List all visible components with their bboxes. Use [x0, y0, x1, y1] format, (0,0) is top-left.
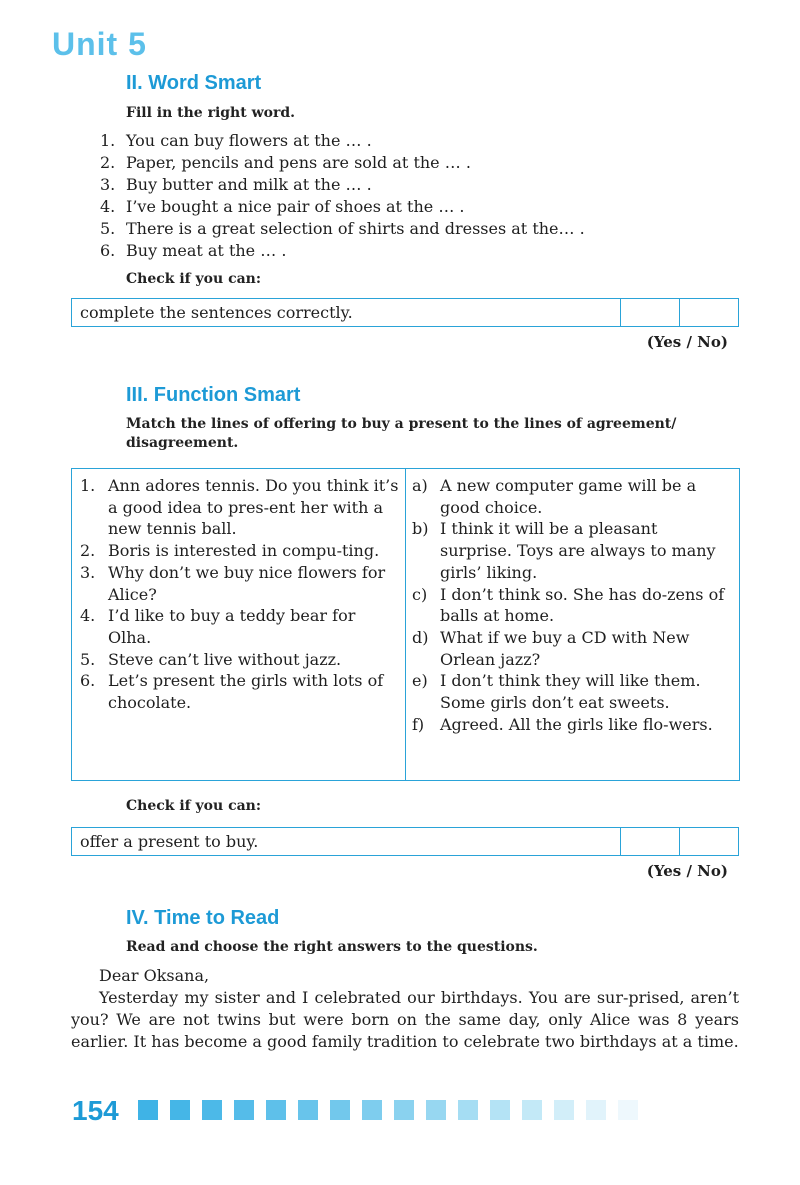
- time-to-read-instruction: Read and choose the right answers to the questions.: [126, 939, 538, 955]
- list-item: b) I think it will be a pleasant surprise. Toys are always to many girls’ liking.: [412, 519, 716, 582]
- square-icon: [458, 1100, 478, 1120]
- square-icon: [618, 1100, 638, 1120]
- list-item: 4. I’d like to buy a teddy bear for Olha.: [80, 606, 356, 647]
- yes-no-label: (Yes / No): [646, 333, 728, 351]
- square-icon: [554, 1100, 574, 1120]
- letter-text: [71, 965, 739, 1053]
- check-box[interactable]: [621, 828, 679, 855]
- square-icon: [202, 1100, 222, 1120]
- check-box[interactable]: [679, 828, 738, 855]
- check-box[interactable]: [679, 299, 738, 326]
- square-icon: [298, 1100, 318, 1120]
- square-icon: [586, 1100, 606, 1120]
- square-icon: [234, 1100, 254, 1120]
- list-item: 3. Why don’t we buy nice flowers for Alice?: [80, 562, 386, 604]
- square-icon: [138, 1100, 158, 1120]
- check-box[interactable]: [621, 299, 679, 326]
- square-icon: [362, 1100, 382, 1120]
- word-smart-instruction: Fill in the right word.: [126, 105, 295, 121]
- letter-greeting: Dear Oksana,: [99, 966, 210, 985]
- function-smart-title: III. Function Smart: [126, 384, 301, 406]
- list-item: 5. Steve can’t live without jazz.: [80, 649, 342, 669]
- decorative-squares: [138, 1100, 638, 1120]
- list-item: 6. Let’s present the girls with lots of chocolate.: [80, 671, 384, 713]
- matching-table: [71, 468, 740, 781]
- yes-no-label: (Yes / No): [646, 862, 728, 880]
- list-item: a) A new computer game will be a good choice.: [412, 476, 697, 517]
- check-label: Check if you can:: [126, 798, 262, 814]
- self-check-text: offer a present to buy.: [72, 828, 621, 855]
- square-icon: [330, 1100, 350, 1120]
- list-item: d) What if we buy a CD with New Orlean jazz?: [412, 627, 690, 669]
- responses-column: [406, 469, 739, 780]
- self-check-text: complete the sentences correctly.: [72, 299, 621, 326]
- list-item: e) I don’t think they will like them. Some girls don’t eat sweets.: [412, 671, 701, 713]
- letter-paragraph: Yesterday my sister and I celebrated our birthdays. You are sur-prised, aren’t you? We are not twins but were born on the same day, only Alice was 8 years earlier. It has become a good family tradition to celebrate two birthdays at a time.: [71, 988, 739, 1051]
- square-icon: [490, 1100, 510, 1120]
- square-icon: [522, 1100, 542, 1120]
- self-check-table: [71, 298, 739, 327]
- check-label: Check if you can:: [126, 271, 262, 287]
- square-icon: [266, 1100, 286, 1120]
- function-smart-instruction: Match the lines of offering to buy a present to the lines of agreement/ disagreement.: [126, 416, 677, 451]
- time-to-read-title: IV. Time to Read: [126, 907, 280, 929]
- list-item: 3. Buy butter and milk at the … .: [100, 175, 372, 194]
- list-item: f) Agreed. All the girls like flo-wers.: [412, 714, 713, 734]
- list-item: 5. There is a great selection of shirts and dresses at the… .: [100, 219, 585, 238]
- list-item: 2. Boris is interested in compu-ting.: [80, 541, 380, 561]
- unit-title: Unit 5: [52, 26, 147, 62]
- page-number: 154: [72, 1095, 119, 1126]
- word-smart-title: II. Word Smart: [126, 72, 262, 94]
- square-icon: [170, 1100, 190, 1120]
- self-check-table: [71, 827, 739, 856]
- square-icon: [394, 1100, 414, 1120]
- list-item: 1. Ann adores tennis. Do you think it’s a good idea to pres-ent her with a new tennis ball.: [80, 476, 399, 539]
- square-icon: [426, 1100, 446, 1120]
- list-item: 2. Paper, pencils and pens are sold at the … .: [100, 153, 471, 172]
- list-item: 6. Buy meat at the … .: [100, 241, 287, 260]
- list-item: 4. I’ve bought a nice pair of shoes at the … .: [100, 197, 465, 216]
- list-item: 1. You can buy flowers at the … .: [100, 131, 372, 150]
- offers-column: [72, 469, 406, 780]
- word-smart-list: [100, 130, 585, 262]
- list-item: c) I don’t think so. She has do-zens of balls at home.: [412, 584, 725, 626]
